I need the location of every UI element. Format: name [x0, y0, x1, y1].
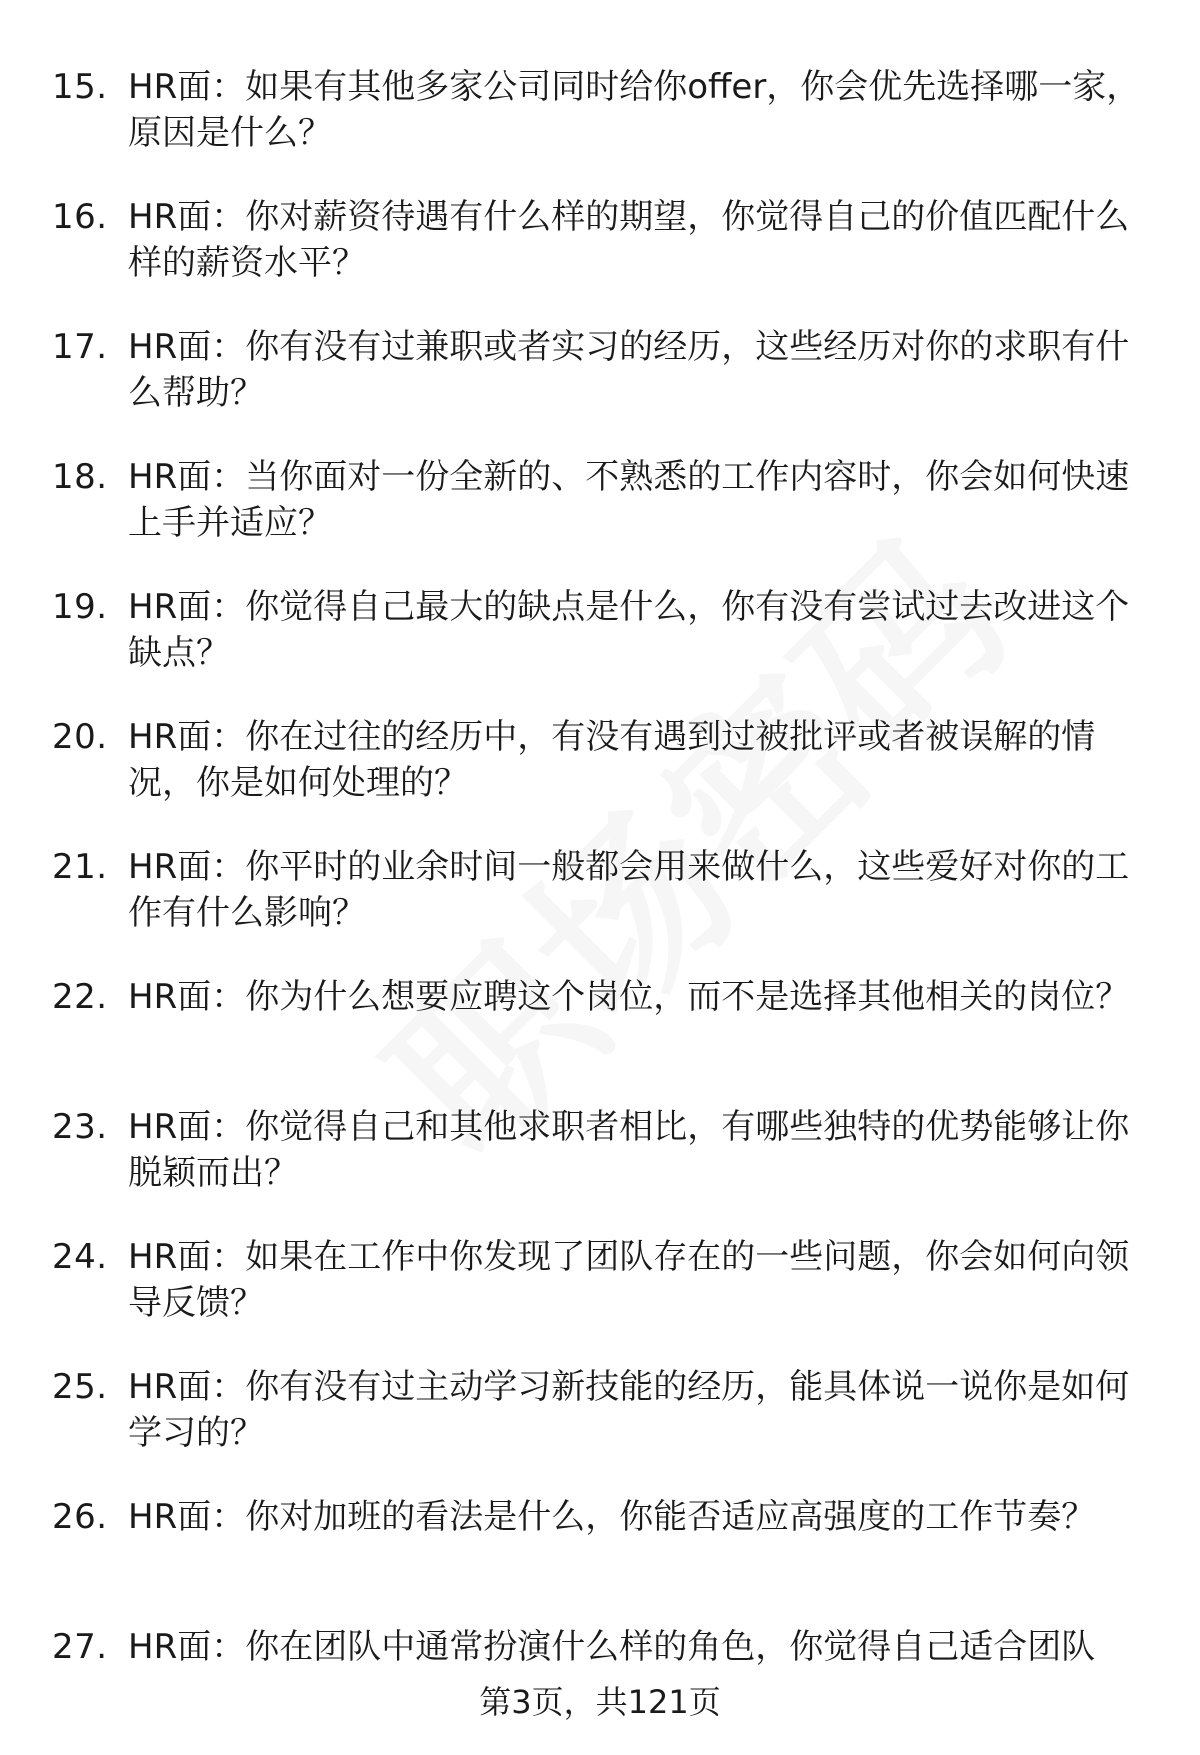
question-text: HR面：你平时的业余时间一般都会用来做什么，这些爱好对你的工作有什么影响？ — [128, 847, 1130, 933]
question-number: 22. — [52, 977, 108, 1017]
question-number: 17. — [52, 327, 108, 367]
question-number: 19. — [52, 587, 108, 627]
page-number: 第3页，共121页 — [479, 1683, 721, 1721]
question-text: HR面：你在过往的经历中，有没有遇到过被批评或者被误解的情况，你是如何处理的？ — [128, 717, 1096, 803]
question-number: 15. — [52, 67, 108, 107]
list-item — [0, 454, 1200, 584]
question-list — [0, 64, 1200, 1754]
question-number: 24. — [52, 1237, 108, 1277]
list-item — [0, 974, 1200, 1104]
question-number: 21. — [52, 847, 108, 887]
question-number: 16. — [52, 197, 108, 237]
question-text: HR面：你觉得自己和其他求职者相比，有哪些独特的优势能够让你脱颖而出？ — [128, 1107, 1130, 1193]
question-text: HR面：如果在工作中你发现了团队存在的一些问题，你会如何向领导反馈？ — [128, 1237, 1130, 1323]
question-text: HR面：你对加班的看法是什么，你能否适应高强度的工作节奏？ — [128, 1497, 1096, 1537]
question-number: 20. — [52, 717, 108, 757]
question-text: HR面：你有没有过兼职或者实习的经历，这些经历对你的求职有什么帮助？ — [128, 327, 1130, 413]
question-number: 27. — [52, 1627, 108, 1667]
list-item — [0, 1364, 1200, 1494]
list-item — [0, 714, 1200, 844]
question-text: HR面：你为什么想要应聘这个岗位，而不是选择其他相关的岗位？ — [128, 977, 1130, 1017]
question-text: HR面：你在团队中通常扮演什么样的角色，你觉得自己适合团队 — [128, 1627, 1096, 1667]
question-text: HR面：你有没有过主动学习新技能的经历，能具体说一说你是如何学习的？ — [128, 1367, 1130, 1453]
question-text: HR面：你对薪资待遇有什么样的期望，你觉得自己的价值匹配什么样的薪资水平？ — [128, 197, 1130, 283]
question-text: HR面：如果有其他多家公司同时给你offer，你会优先选择哪一家，原因是什么？ — [128, 67, 1141, 153]
list-item — [0, 1104, 1200, 1234]
list-item — [0, 64, 1200, 194]
list-item — [0, 584, 1200, 714]
list-item — [0, 844, 1200, 974]
question-text: HR面：当你面对一份全新的、不熟悉的工作内容时，你会如何快速上手并适应？ — [128, 457, 1130, 543]
question-number: 25. — [52, 1367, 108, 1407]
list-item — [0, 1234, 1200, 1364]
list-item — [0, 1494, 1200, 1624]
question-number: 18. — [52, 457, 108, 497]
question-text: HR面：你觉得自己最大的缺点是什么，你有没有尝试过去改进这个缺点？ — [128, 587, 1130, 673]
question-number: 23. — [52, 1107, 108, 1147]
list-item — [0, 194, 1200, 324]
list-item — [0, 324, 1200, 454]
question-number: 26. — [52, 1497, 108, 1537]
